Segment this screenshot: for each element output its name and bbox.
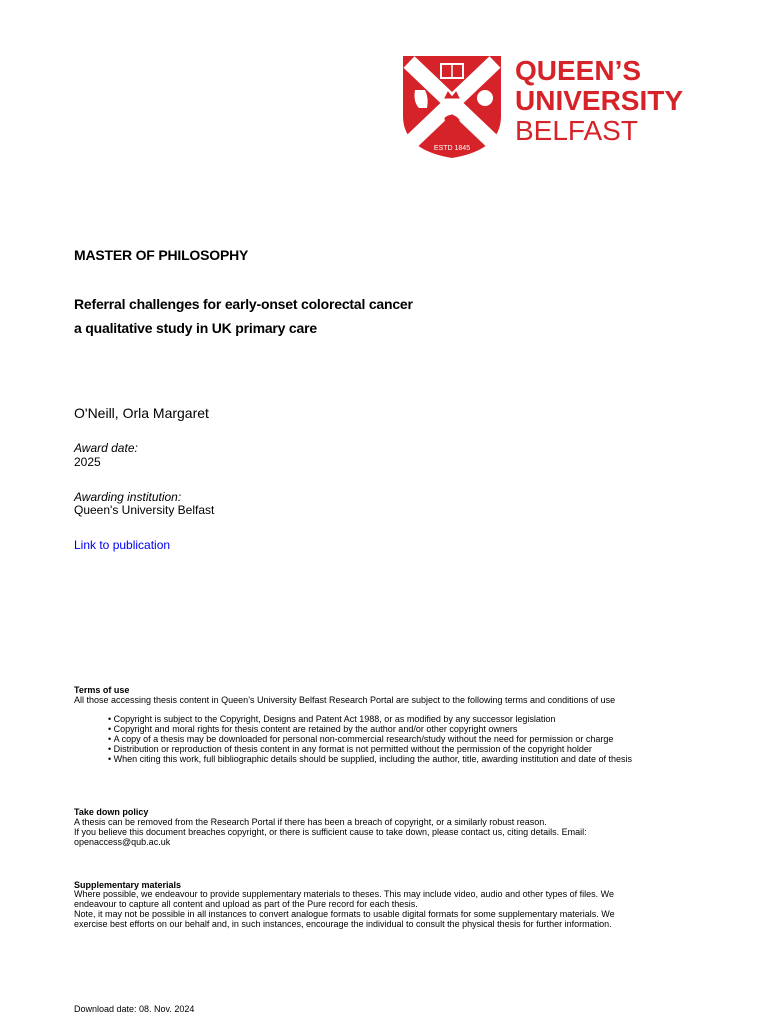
- download-date: Download date: 08. Nov. 2024: [74, 1004, 195, 1014]
- thesis-title-line2: a qualitative study in UK primary care: [74, 320, 317, 336]
- takedown-heading: Take down policy: [74, 807, 149, 817]
- publication-link[interactable]: Link to publication: [74, 538, 171, 552]
- logo-line-university: UNIVERSITY: [515, 85, 684, 116]
- takedown-line1: A thesis can be removed from the Research Portal if there has been a breach of copyright, or a similarly robust reason.: [74, 817, 547, 827]
- award-date-value: 2025: [74, 455, 101, 469]
- supplementary-line2: endeavour to capture all content and upload as part of the Pure record for each thesis.: [74, 899, 418, 909]
- thesis-title-line1: Referral challenges for early-onset colorectal cancer: [74, 296, 413, 312]
- terms-item: • When citing this work, full bibliographic details should be supplied, including the author, title, awarding institution and date of thesis: [108, 754, 728, 764]
- terms-item: • Copyright and moral rights for thesis content are retained by the author and/or other copyright owners: [108, 724, 728, 734]
- institution-value: Queen's University Belfast: [74, 503, 215, 517]
- logo-line-queens: QUEEN’S: [515, 55, 642, 86]
- award-date-label: Award date:: [74, 441, 138, 455]
- takedown-line2: If you believe this document breaches copyright, or there is sufficient cause to take down, please contact us, citing details. Email:: [74, 827, 587, 837]
- takedown-email: openaccess@qub.ac.uk: [74, 837, 171, 847]
- terms-list: [108, 714, 728, 764]
- supplementary-line3: Note, it may not be possible in all instances to convert analogue formats to usable digital formats for some supplementary materials. We: [74, 909, 615, 919]
- supplementary-line4: exercise best efforts on our behalf and, in such instances, encourage the individual to consult the physical thesis for further information.: [74, 919, 612, 929]
- terms-item: • Distribution or reproduction of thesis content in any format is not permitted without the permission of the copyright holder: [108, 744, 728, 754]
- institution-label: Awarding institution:: [74, 490, 182, 504]
- supplementary-heading: Supplementary materials: [74, 880, 182, 890]
- degree-title: MASTER OF PHILOSOPHY: [74, 247, 249, 263]
- terms-intro: All those accessing thesis content in Queen’s University Belfast Research Portal are subject to the following terms and conditions of use: [74, 695, 616, 705]
- university-logo: [401, 54, 713, 160]
- terms-heading: Terms of use: [74, 685, 130, 695]
- logo-line-belfast: BELFAST: [515, 115, 638, 146]
- terms-item: • Copyright is subject to the Copyright, Designs and Patent Act 1988, or as modified by any successor legislation: [108, 714, 728, 724]
- estd-text: ESTD 1845: [433, 145, 471, 152]
- supplementary-line1: Where possible, we endeavour to provide supplementary materials to theses. This may include video, audio and other types of files. We: [74, 889, 614, 899]
- terms-item: • A copy of a thesis may be downloaded for personal non-commercial research/study without the need for permission or charge: [108, 734, 728, 744]
- author-name: O'Neill, Orla Margaret: [74, 405, 209, 421]
